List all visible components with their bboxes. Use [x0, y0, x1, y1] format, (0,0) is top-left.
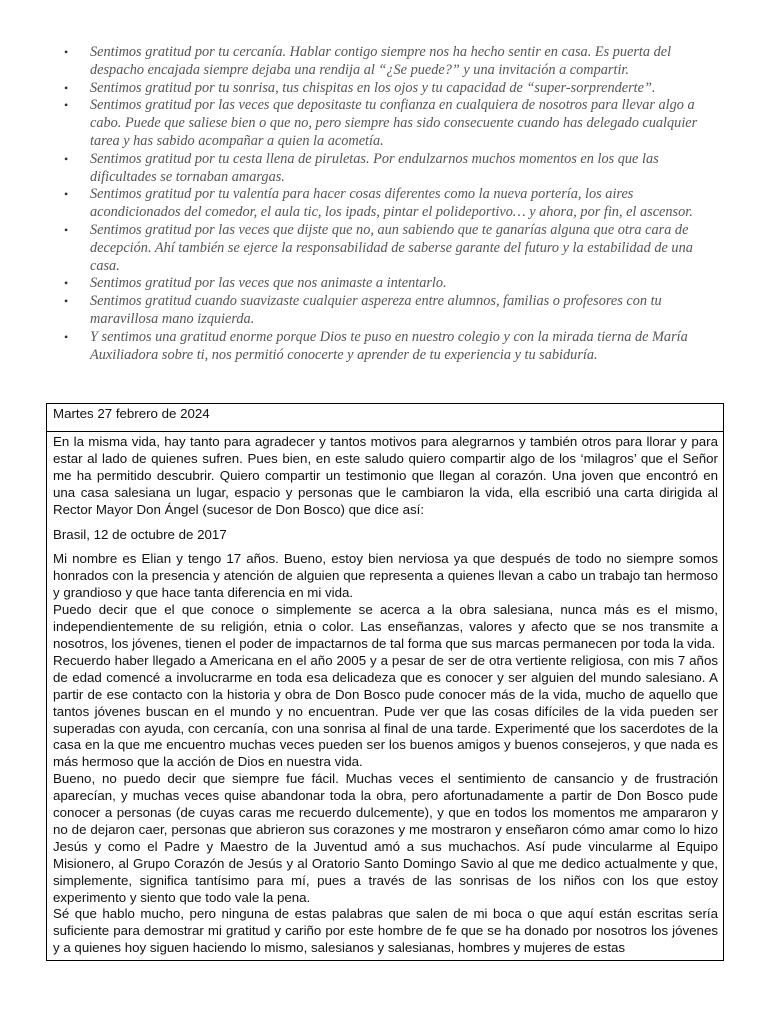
bullet-text: Sentimos gratitud por tu cercanía. Hablar contigo siempre nos ha hecho sentir en casa. Es puerta del despacho encajada siempre dejaba una rendija al “¿Se puede?” y una invitación a compartir.	[90, 44, 672, 78]
bullet-item	[64, 186, 724, 222]
intro-paragraph: En la misma vida, hay tanto para agradecer y tantos motivos para alegrarnos y también otros para llorar y para estar al lado de quienes sufren. Pues bien, en este saludo quiero compartir algo de los ‘milagros’ que el Señor me ha permitido descubrir. Quiero compartir un testimonio que llegan al corazón. Una joven que encontró en una casa salesiana un lugar, espacio y personas que le cambiaron la vida, ella escribió una carta dirigida al Rector Mayor Don Ángel (sucesor de Don Bosco) que dice así:	[53, 434, 718, 517]
bullet-text: Sentimos gratitud por tu cesta llena de piruletas. Por endulzarnos muchos momentos en los que las dificultades se tornaban amargas.	[90, 150, 659, 185]
bullet-item	[64, 97, 724, 150]
bullet-item	[64, 293, 724, 329]
bullet-item	[64, 222, 724, 275]
bullet-item	[64, 44, 724, 80]
bullet-text: Sentimos gratitud por las veces que dijste que no, aun sabiendo que te ganarías alguna que otra cara de decepción. Ahí también se ejerce la responsabilidad de saberse garante del futuro y la estabilidad de una casa.	[90, 221, 693, 274]
bullet-item	[64, 329, 724, 365]
letter-table	[46, 403, 724, 961]
bullet-text: Y sentimos una gratitud enorme porque Dios te puso en nuestro colegio y con la mirada tierna de María Auxiliadora sobre ti, nos permitió conocerte y aprender de tu experiencia y tu sabiduría.	[90, 328, 688, 363]
bullet-text: Sentimos gratitud por las veces que nos animaste a intentarlo.	[90, 275, 447, 292]
bullet-dot-icon: •	[64, 45, 69, 59]
letter-paragraph-4: Bueno, no puedo decir que siempre fue fácil. Muchas veces el sentimiento de cansancio y de frustración aparecían, y muchas veces quise abandonar toda la obra, pero afortunadamente a partir de Don Bosco pude conocer a personas (de cuyas caras me recuerdo dulcemente), y que en todos los momentos me ampararon y no de dejaron caer, personas que abrieron sus corazones y me mostraron y enseñaron cómo amar como lo hizo Jesús y como el Padre y Maestro de la Juventud amó a sus muchachos. Así pude vincularme al Equipo Misionero, al Grupo Corazón de Jesús y al Oratorio Santo Domingo Savio al que me dedico actualmente y que, simplemente, significa tantísimo para mí, pues a través de las sonrisas de los niños con los que estoy experimento y siento que todo vale la pena.	[53, 771, 718, 905]
bullet-text: Sentimos gratitud por las veces que depositaste tu confianza en cualquiera de nosotros para llevar algo a cabo. Puede que saliese bien o que no, pero siempre has sido consecuente cuando has delegado cualquier tarea y has sabido acompañar a quien la acometía.	[90, 97, 698, 149]
bullet-text: Sentimos gratitud por tu valentía para hacer cosas diferentes como la nueva portería, los aires acondicionados del comedor, el aula tic, los ipads, pintar el polideportivo… y ahora, por fin, el ascensor.	[90, 186, 693, 221]
bullet-item	[64, 80, 724, 98]
bullet-item	[64, 275, 724, 293]
bullet-dot-icon: •	[64, 222, 69, 237]
bullet-item	[64, 151, 724, 187]
bullet-dot-icon: •	[64, 151, 69, 166]
letter-paragraph-1: Mi nombre es Elian y tengo 17 años. Bueno, estoy bien nerviosa ya que después de todo no siempre somos honrados con la presencia y atención de alguien que representa a quienes llevan a cabo un trabajo tan hermoso y grandioso y que hace tanta diferencia en mi vida.	[53, 551, 718, 601]
letter-place-date: Brasil, 12 de octubre de 2017	[53, 526, 227, 542]
bullet-dot-icon: •	[64, 329, 69, 344]
letter-paragraph-3: Recuerdo haber llegado a Americana en el año 2005 y a pesar de ser de otra vertiente religiosa, con mis 7 años de edad comencé a involucrarme en toda esa delicadeza que es conocer y ser alguien del mundo salesiano. A partir de ese contacto con la historia y obra de Don Bosco pude conocer más de la vida, mucho de aquello que tantos jóvenes buscan en el mundo y no encuentran. Pude ver que las cosas difíciles de la vida pueden ser superadas con ayuda, con cercanía, con una sonrisa al final de una tarde. Experimenté que los sacerdotes de la casa en la que me encuentro muchas veces pueden ser los buenos amigos y buenos consejeros, y que nada es más hermoso que la acción de Dios en nuestra vida.	[53, 652, 718, 770]
letter-paragraph-5: Sé que hablo mucho, pero ninguna de estas palabras que salen de mi boca o que aquí están escritas sería suficiente para demostrar mi gratitud y cariño por este hombre de fe que se ha donado por nosotros los jóvenes y a quienes hoy siguen haciendo lo mismo, salesianos y salesianas, hombres y mujeres de estas	[53, 906, 718, 956]
bullet-dot-icon: •	[64, 98, 69, 113]
bullet-dot-icon: •	[64, 80, 69, 95]
bullet-dot-icon: •	[64, 294, 69, 309]
bullet-text: Sentimos gratitud por tu sonrisa, tus chispitas en los ojos y tu capacidad de “super-sorprenderte”.	[90, 79, 656, 96]
gratitude-bullet-list	[64, 44, 724, 364]
bullet-dot-icon: •	[64, 276, 69, 291]
bullet-text: Sentimos gratitud cuando suavizaste cualquier aspereza entre alumnos, familias o profesores con tu maravillosa mano izquierda.	[90, 293, 662, 327]
letter-paragraph-2: Puedo decir que el que conoce o simplemente se acerca a la obra salesiana, nunca más es el mismo, independientemente de su religión, etnia o color. Las enseñanzas, valores y afecto que se nos transmite a nosotros, los jóvenes, tienen el poder de impactarnos de tal forma que sus marcas permanecen por toda la vida.	[53, 602, 718, 651]
letter-body	[47, 432, 723, 957]
bullet-dot-icon: •	[64, 187, 69, 202]
letter-date: Martes 27 febrero de 2024	[47, 404, 723, 432]
